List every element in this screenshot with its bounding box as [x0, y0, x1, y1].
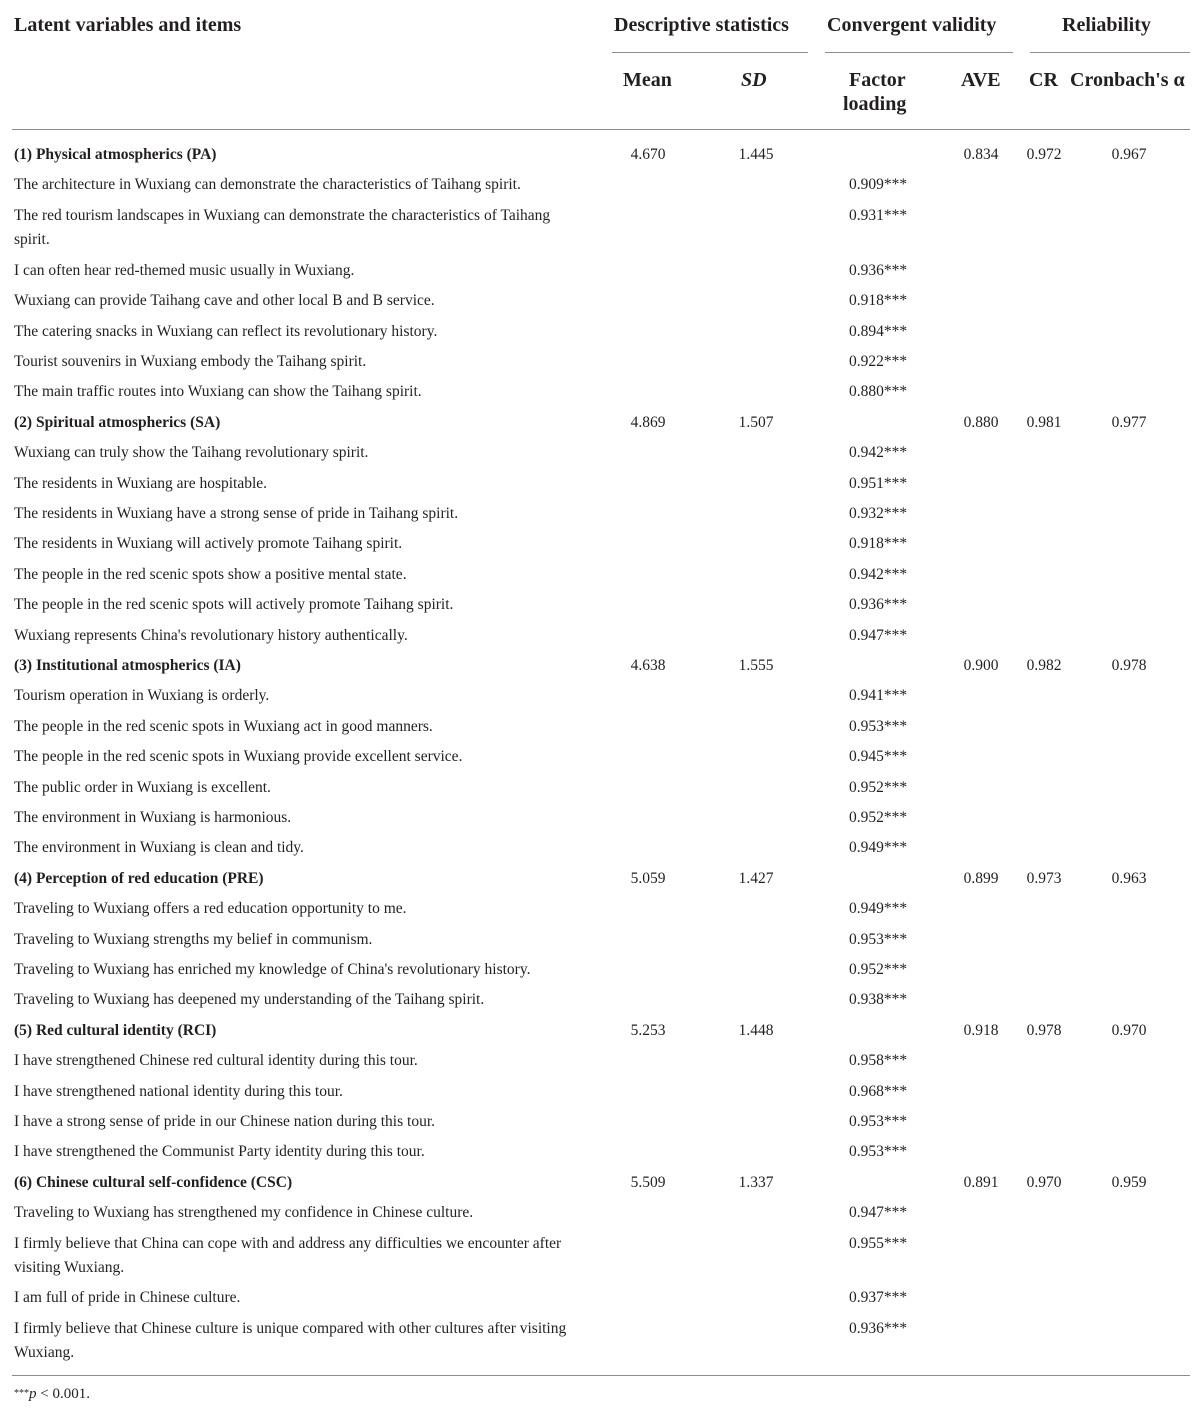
mean-value: 5.509 [630, 1173, 666, 1191]
factor-loading-value: 0.931*** [848, 206, 908, 224]
factor-loading-value: 0.947*** [848, 626, 908, 644]
mean-value: 4.869 [630, 413, 666, 431]
item-text: The main traffic routes into Wuxiang can show the Taihang spirit. [14, 383, 422, 401]
factor-loading-value: 0.942*** [848, 565, 908, 583]
mean-value: 4.638 [630, 656, 666, 674]
factor-loading-value: 0.936*** [848, 596, 908, 614]
item-text: Wuxiang represents China's revolutionary history authentically. [14, 626, 408, 644]
item-text: Tourist souvenirs in Wuxiang embody the Taihang spirit. [14, 352, 367, 370]
factor-loading-value: 0.932*** [848, 504, 908, 522]
cr-value: 0.981 [1026, 413, 1062, 431]
factor-loading-value: 0.953*** [848, 1112, 908, 1130]
alpha-value: 0.978 [1111, 656, 1147, 674]
item-text: The residents in Wuxiang will actively promote Taihang spirit. [14, 535, 403, 553]
mean-value: 5.059 [630, 869, 666, 887]
footnote-text: < 0.001. [36, 1386, 90, 1402]
item-text: The environment in Wuxiang is harmonious. [14, 808, 292, 826]
sd-value: 1.555 [738, 656, 774, 674]
item-text: Tourism operation in Wuxiang is orderly. [14, 687, 270, 705]
factor-loading-value: 0.937*** [848, 1289, 908, 1307]
cr-value: 0.982 [1026, 656, 1062, 674]
footnote [14, 1384, 90, 1404]
header-latent-variables: Latent variables and items [14, 14, 242, 36]
factor-loading-value: 0.953*** [848, 1143, 908, 1161]
sd-value: 1.448 [738, 1021, 774, 1039]
item-text: I have strengthened Chinese red cultural identity during this tour. [14, 1052, 418, 1070]
factor-loading-value: 0.953*** [848, 717, 908, 735]
item-text: The residents in Wuxiang have a strong sense of pride in Taihang spirit. [14, 504, 459, 522]
group-label: (3) Institutional atmospherics (IA) [14, 656, 241, 674]
item-text: Wuxiang can truly show the Taihang revolutionary spirit. [14, 444, 369, 462]
item-text: The red tourism landscapes in Wuxiang can demonstrate the characteristics of Taihang spirit. [14, 206, 551, 248]
factor-loading-value: 0.941*** [848, 687, 908, 705]
alpha-value: 0.959 [1111, 1173, 1147, 1191]
item-text: I have a strong sense of pride in our Chinese nation during this tour. [14, 1112, 436, 1130]
item-text: Traveling to Wuxiang has strengthened my confidence in Chinese culture. [14, 1204, 474, 1222]
factor-loading-value: 0.918*** [848, 292, 908, 310]
item-text: Wuxiang can provide Taihang cave and other local B and B service. [14, 292, 435, 310]
ave-value: 0.899 [963, 869, 999, 887]
factor-loading-value: 0.945*** [848, 748, 908, 766]
ave-value: 0.918 [963, 1021, 999, 1039]
item-text: The residents in Wuxiang are hospitable. [14, 474, 268, 492]
factor-loading-value: 0.936*** [848, 261, 908, 279]
header-mean: Mean [623, 69, 672, 91]
item-text: Traveling to Wuxiang has enriched my knowledge of China's revolutionary history. [14, 960, 531, 978]
item-text: I am full of pride in Chinese culture. [14, 1289, 241, 1307]
group-label: (1) Physical atmospherics (PA) [14, 146, 217, 163]
mean-value: 4.670 [630, 146, 666, 163]
factor-loading-value: 0.952*** [848, 778, 908, 796]
factor-loading-value: 0.909*** [848, 176, 908, 194]
factor-loading-value: 0.968*** [848, 1082, 908, 1100]
factor-loading-value: 0.952*** [848, 960, 908, 978]
ave-value: 0.880 [963, 413, 999, 431]
item-text: The catering snacks in Wuxiang can reflect its revolutionary history. [14, 322, 438, 340]
item-text: The architecture in Wuxiang can demonstrate the characteristics of Taihang spirit. [14, 176, 521, 194]
header-convergent-validity: Convergent validity [827, 14, 997, 36]
ave-value: 0.900 [963, 656, 999, 674]
item-text: I have strengthened the Communist Party identity during this tour. [14, 1143, 425, 1161]
footnote-stars: *** [14, 1388, 29, 1399]
group-label: (6) Chinese cultural self-confidence (CSC) [14, 1173, 293, 1191]
cr-value: 0.970 [1026, 1173, 1062, 1191]
item-text: Traveling to Wuxiang strengths my belief in communism. [14, 930, 373, 948]
header-cronbach-alpha: Cronbach's α [1070, 69, 1185, 91]
alpha-value: 0.963 [1111, 869, 1147, 887]
factor-loading-value: 0.958*** [848, 1052, 908, 1070]
item-text: The environment in Wuxiang is clean and tidy. [14, 839, 304, 857]
header-ave: AVE [961, 69, 1001, 91]
factor-loading-value: 0.955*** [848, 1234, 908, 1252]
factor-loading-value: 0.880*** [848, 383, 908, 401]
sd-value: 1.507 [738, 413, 774, 431]
header-factor-loading-2: loading [843, 93, 907, 115]
item-text: The people in the red scenic spots in Wuxiang act in good manners. [14, 717, 433, 735]
factor-loading-value: 0.953*** [848, 930, 908, 948]
factor-loading-value: 0.949*** [848, 839, 908, 857]
header-reliability: Reliability [1062, 14, 1151, 36]
alpha-value: 0.977 [1111, 413, 1147, 431]
item-text: Traveling to Wuxiang offers a red education opportunity to me. [14, 900, 407, 918]
sd-value: 1.427 [738, 869, 774, 887]
factor-loading-value: 0.922*** [848, 352, 908, 370]
item-text: I have strengthened national identity during this tour. [14, 1082, 343, 1100]
cr-value: 0.973 [1026, 869, 1062, 887]
item-text: I can often hear red-themed music usually in Wuxiang. [14, 261, 355, 279]
header-cr: CR [1029, 69, 1058, 91]
cr-value: 0.972 [1026, 146, 1062, 163]
factor-loading-value: 0.918*** [848, 535, 908, 553]
ave-value: 0.834 [963, 146, 999, 163]
alpha-value: 0.967 [1111, 146, 1147, 163]
rule-table-bottom [12, 1375, 1190, 1376]
factor-loading-value: 0.951*** [848, 474, 908, 492]
group-label: (4) Perception of red education (PRE) [14, 869, 264, 887]
item-text: The people in the red scenic spots will actively promote Taihang spirit. [14, 596, 454, 614]
group-label: (2) Spiritual atmospherics (SA) [14, 413, 221, 431]
item-text: Traveling to Wuxiang has deepened my understanding of the Taihang spirit. [14, 991, 485, 1009]
item-text: The people in the red scenic spots show a positive mental state. [14, 565, 407, 583]
factor-loading-value: 0.942*** [848, 444, 908, 462]
factor-loading-value: 0.949*** [848, 900, 908, 918]
alpha-value: 0.970 [1111, 1021, 1147, 1039]
sd-value: 1.337 [738, 1173, 774, 1191]
item-text: I firmly believe that Chinese culture is unique compared with other cultures after visiting Wuxiang. [14, 1319, 567, 1361]
sd-value: 1.445 [738, 146, 774, 163]
ave-value: 0.891 [963, 1173, 999, 1191]
header-factor-loading-1: Factor [849, 69, 906, 91]
factor-loading-value: 0.952*** [848, 808, 908, 826]
header-descriptive-statistics: Descriptive statistics [614, 14, 789, 36]
footnote-p: p [29, 1386, 37, 1402]
group-label: (5) Red cultural identity (RCI) [14, 1021, 217, 1039]
mean-value: 5.253 [630, 1021, 666, 1039]
header-sd: SD [741, 69, 767, 91]
factor-loading-value: 0.936*** [848, 1319, 908, 1337]
item-text: The people in the red scenic spots in Wuxiang provide excellent service. [14, 748, 463, 766]
item-text: The public order in Wuxiang is excellent. [14, 778, 271, 796]
item-text: I firmly believe that China can cope with and address any difficulties we encounter after visiting Wuxiang. [14, 1234, 562, 1276]
cr-value: 0.978 [1026, 1021, 1062, 1039]
factor-loading-value: 0.938*** [848, 991, 908, 1009]
factor-loading-value: 0.947*** [848, 1204, 908, 1222]
factor-loading-value: 0.894*** [848, 322, 908, 340]
